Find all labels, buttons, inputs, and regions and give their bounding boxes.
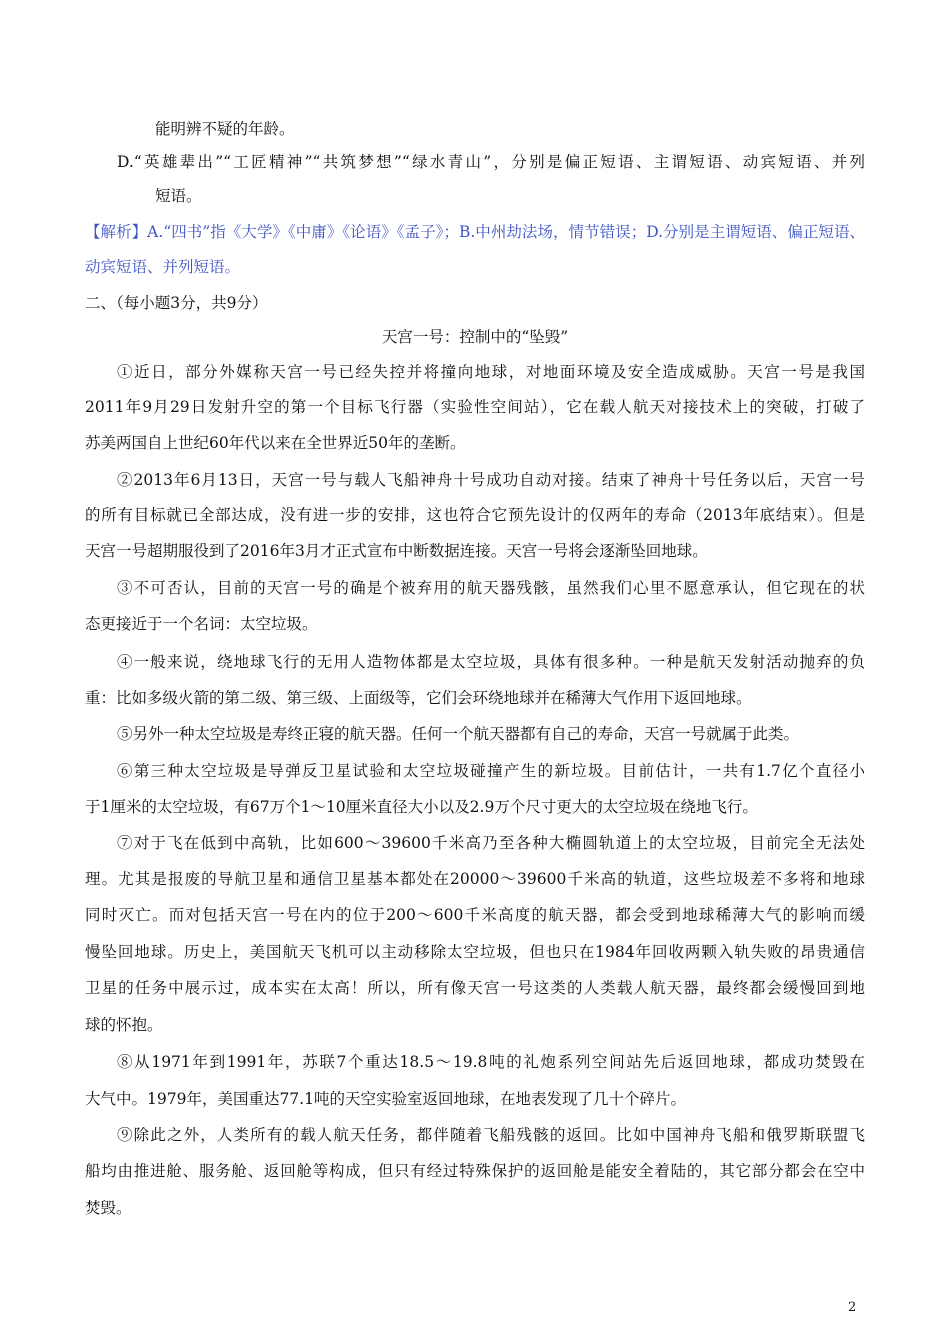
paragraph-7-line-2: 理。尤其是报废的导航卫星和通信卫星基本都处在20000～39600千米高的轨道，这些垃圾差不多将和地球 [85, 870, 865, 888]
paragraph-7-line-3: 同时灭亡。而对包括天宫一号在内的位于200～600千米高度的航天器，都会受到地球稀薄大气的影响而缓 [85, 906, 865, 924]
paragraph-4-line-2: 重：比如多级火箭的第二级、第三级、上面级等，它们会环绕地球并在稀薄大气作用下返回地球。 [85, 689, 752, 707]
paragraph-7-line-6: 球的怀抱。 [85, 1016, 163, 1034]
paragraph-7-line-5: 卫星的任务中展示过，成本实在太高！所以，所有像天宫一号这类的人类载人航天器，最终都会缓慢回到地 [85, 979, 865, 997]
paragraph-1-line-3: 苏美两国自上世纪60年代以来在全世界近50年的垄断。 [85, 434, 466, 452]
paragraph-6-line-2: 于1厘米的太空垃圾，有67万个1～10厘米直径大小以及2.9万个尺寸更大的太空垃圾在绕地飞行。 [85, 798, 758, 816]
paragraph-5-line-1: ⑤另外一种太空垃圾是寿终正寝的航天器。任何一个航天器都有自己的寿命，天宫一号就属于此类。 [117, 725, 800, 743]
option-c-tail: 能明辨不疑的年龄。 [155, 120, 295, 138]
paragraph-3-line-1: ③不可否认，目前的天宫一号的确是个被弃用的航天器残骸，虽然我们心里不愿意承认，但它现在的状 [117, 579, 865, 597]
paragraph-9-line-3: 焚毁。 [85, 1199, 132, 1217]
paragraph-8-line-1: ⑧从1971年到1991年，苏联7个重达18.5～19.8吨的礼炮系列空间站先后返回地球，都成功焚毁在 [117, 1053, 865, 1071]
paragraph-4-line-1: ④一般来说，绕地球飞行的无用人造物体都是太空垃圾，具体有很多种。一种是航天发射活动抛弃的负 [117, 653, 865, 671]
paragraph-1-line-2: 2011年9月29日发射升空的第一个目标飞行器（实验性空间站），它在载人航天对接技术上的突破，打破了 [85, 398, 865, 416]
article-title: 天宫一号：控制中的“坠毁” [381, 328, 569, 346]
option-d-line1: D.“英雄辈出”“工匠精神”“共筑梦想”“绿水青山”，分别是偏正短语、主谓短语、动宾短语、并列 [117, 153, 865, 171]
paragraph-6-line-1: ⑥第三种太空垃圾是导弹反卫星试验和太空垃圾碰撞产生的新垃圾。目前估计，一共有1.7亿个直径小 [117, 762, 865, 780]
paragraph-7-line-4: 慢坠回地球。历史上，美国航天飞机可以主动移除太空垃圾，但也只在1984年回收两颗入轨失败的昂贵通信 [85, 943, 865, 961]
paragraph-7-line-1: ⑦对于飞在低到中高轨，比如600～39600千米高乃至各种大椭圆轨道上的太空垃圾，目前完全无法处 [117, 834, 865, 852]
paragraph-9-line-2: 船均由推进舱、服务舱、返回舱等构成，但只有经过特殊保护的返回舱是能安全着陆的，其它部分都会在空中 [85, 1162, 865, 1180]
paragraph-1-line-1: ①近日，部分外媒称天宫一号已经失控并将撞向地球，对地面环境及安全造成威胁。天宫一号是我国 [117, 363, 865, 381]
page-number: 2 [848, 1300, 857, 1315]
analysis-line2: 动宾短语、并列短语。 [85, 258, 241, 276]
paragraph-8-line-2: 大气中。1979年，美国重达77.1吨的天空实验室返回地球，在地表发现了几十个碎片。 [85, 1090, 686, 1108]
section-heading: 二、（每小题3分，共9分） [85, 294, 268, 312]
paragraph-2-line-3: 天宫一号超期服役到了2016年3月才正式宣布中断数据连接。天宫一号将会逐渐坠回地球。 [85, 542, 708, 560]
analysis-line1: 【解析】A.“四书”指《大学》《中庸》《论语》《孟子》；B.中州劫法场，情节错误；D.分别是主谓短语、偏正短语、 [85, 223, 865, 241]
option-d-line2: 短语。 [155, 187, 202, 205]
paragraph-3-line-2: 态更接近于一个名词：太空垃圾。 [85, 615, 318, 633]
paragraph-2-line-2: 的所有目标就已全部达成，没有进一步的安排，这也符合它预先设计的仅两年的寿命（2013年底结束）。但是 [85, 506, 865, 524]
paragraph-9-line-1: ⑨除此之外，人类所有的载人航天任务，都伴随着飞船残骸的返回。比如中国神舟飞船和俄罗斯联盟飞 [117, 1126, 865, 1144]
paragraph-2-line-1: ②2013年6月13日，天宫一号与载人飞船神舟十号成功自动对接。结束了神舟十号任务以后，天宫一号 [117, 471, 865, 489]
